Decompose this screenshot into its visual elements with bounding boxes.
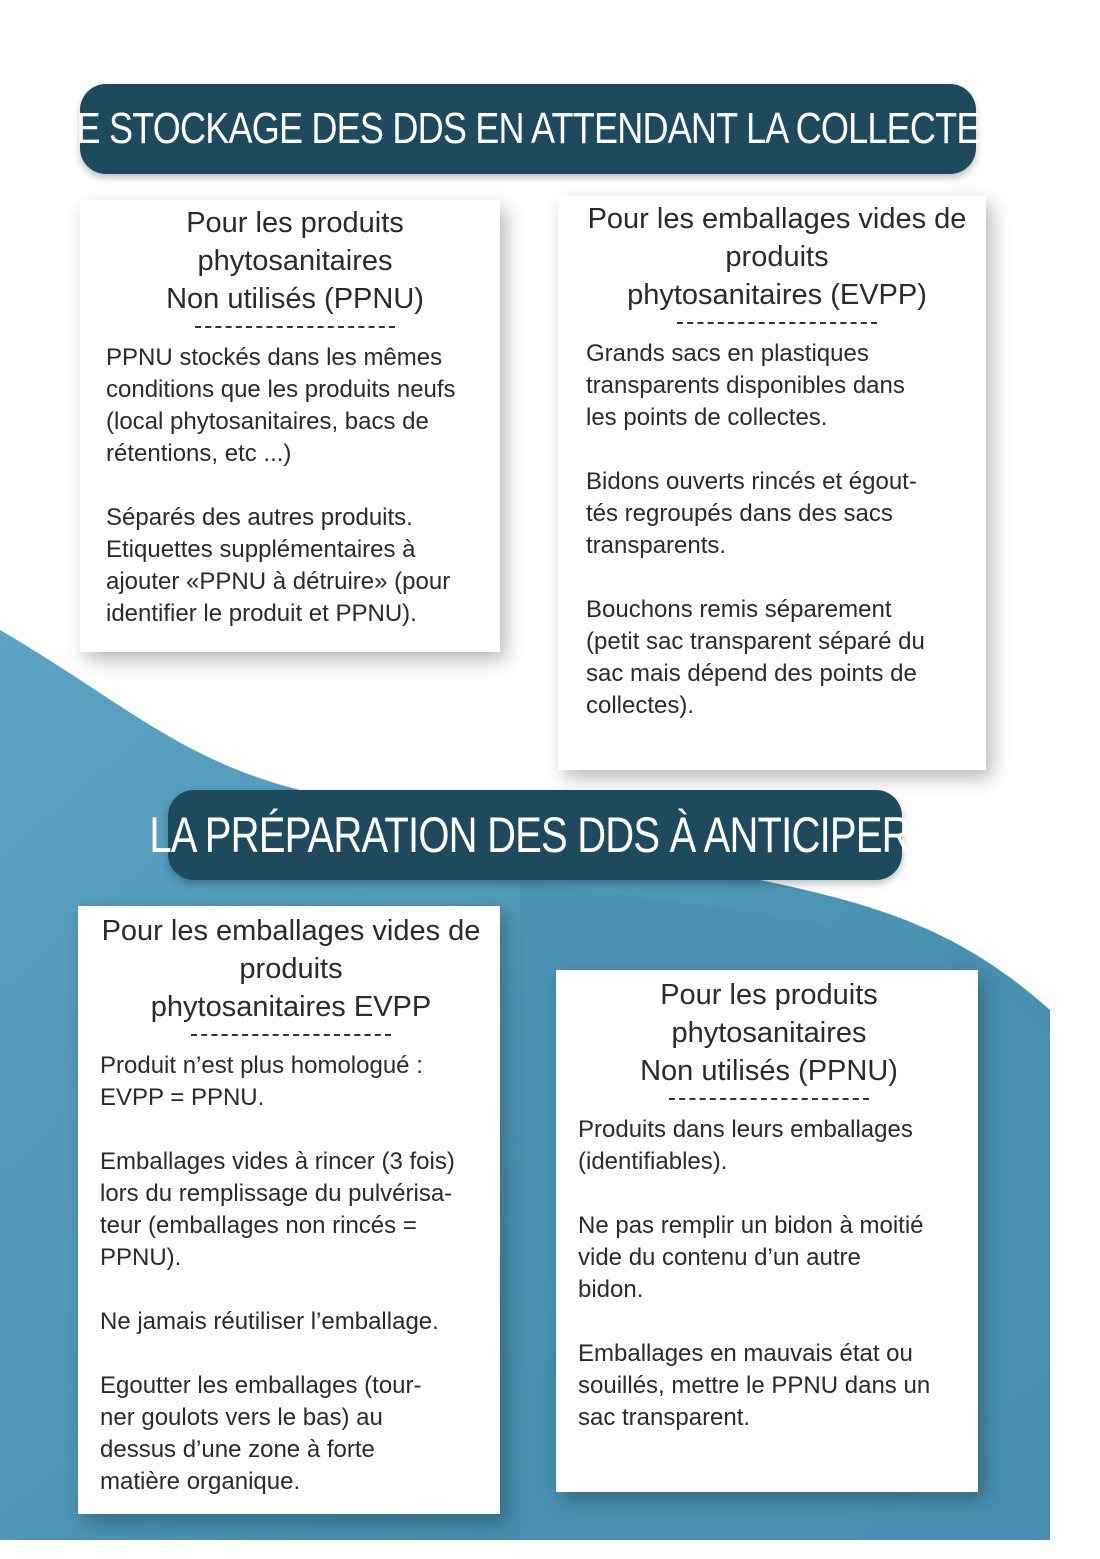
box-title-line: phytosanitaires EVPP bbox=[150, 991, 432, 1023]
box-title-line: phytosanitaires bbox=[671, 1017, 867, 1049]
box-title-line: Pour les emballages vides de bbox=[587, 203, 967, 235]
box-title-line: Non utilisés (PPNU) bbox=[640, 1055, 898, 1087]
dashed-divider bbox=[677, 322, 877, 324]
paragraph: Ne jamais réutiliser l’emballage. bbox=[100, 1308, 439, 1335]
box-title-line: phytosanitaires bbox=[197, 245, 393, 277]
info-box-ppnu-preparation bbox=[556, 970, 978, 1492]
paragraph: Egoutter les emballages (tour- ner goulots vers le bas) au dessus d’une zone à forte matière organique. bbox=[100, 1372, 422, 1495]
section-title: LA PRÉPARATION DES DDS À ANTICIPER: bbox=[149, 807, 921, 863]
paragraph: Séparés des autres produits. Etiquettes supplémentaires à ajouter «PPNU à détruire» (pour identifier le produit et PPNU). bbox=[106, 504, 451, 627]
box-title bbox=[106, 204, 484, 318]
info-box-evpp-preparation bbox=[78, 906, 500, 1514]
box-title bbox=[578, 976, 960, 1090]
section-title-banner bbox=[57, 84, 999, 174]
box-title-line: Pour les emballages vides de bbox=[101, 915, 481, 947]
box-title-line: Pour les produits bbox=[186, 207, 404, 239]
box-title-line: phytosanitaires (EVPP) bbox=[627, 279, 927, 311]
box-title-line: produits bbox=[239, 953, 343, 985]
paragraph: Bouchons remis séparement (petit sac transparent séparé du sac mais dépend des points de collectes). bbox=[586, 596, 925, 719]
dashed-divider bbox=[195, 326, 395, 328]
dashed-divider bbox=[191, 1034, 391, 1036]
section-title-banner bbox=[149, 790, 921, 880]
paragraph: Grands sacs en plastiques transparents disponibles dans les points de collectes. bbox=[586, 340, 905, 431]
section-title: LE STOCKAGE DES DDS EN ATTENDANT LA COLLECTE : bbox=[57, 104, 999, 153]
box-title-line: produits bbox=[725, 241, 829, 273]
dashed-divider bbox=[669, 1098, 869, 1100]
paragraph: Emballages en mauvais état ou souillés, mettre le PPNU dans un sac transparent. bbox=[578, 1340, 931, 1431]
paragraph: Ne pas remplir un bidon à moitié vide du contenu d’un autre bidon. bbox=[578, 1212, 924, 1303]
box-title bbox=[100, 912, 482, 1026]
paragraph: Bidons ouverts rincés et égout- tés regroupés dans des sacs transparents. bbox=[586, 468, 917, 559]
box-title-line: Non utilisés (PPNU) bbox=[166, 283, 424, 315]
info-box-ppnu-storage bbox=[80, 200, 500, 652]
paragraph: Produit n’est plus homologué : EVPP = PPNU. bbox=[100, 1052, 423, 1111]
paragraph: Produits dans leurs emballages (identifiables). bbox=[578, 1116, 913, 1175]
paragraph: PPNU stockés dans les mêmes conditions que les produits neufs (local phytosanitaires, bacs de rétentions, etc ...) bbox=[106, 344, 456, 467]
info-box-evpp-storage bbox=[558, 196, 986, 770]
box-title bbox=[586, 200, 968, 314]
box-title-line: Pour les produits bbox=[660, 979, 878, 1011]
paragraph: Emballages vides à rincer (3 fois) lors du remplissage du pulvérisa- teur (emballages non rincés = PPNU). bbox=[100, 1148, 455, 1271]
